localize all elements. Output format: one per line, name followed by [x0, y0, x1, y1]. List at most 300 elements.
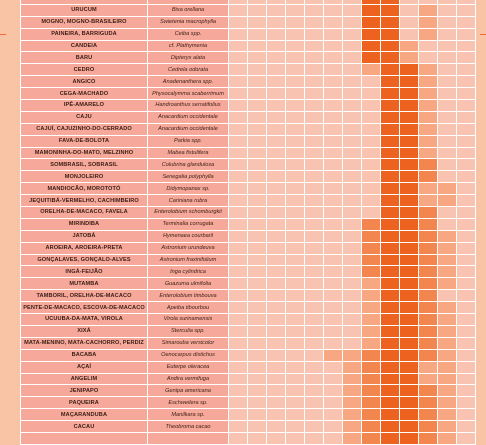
calendar-cell: [229, 397, 248, 409]
calendar-cell: [229, 290, 248, 302]
calendar-cell: [286, 76, 305, 88]
calendar-cell: [343, 242, 362, 254]
calendar-cell: [400, 373, 419, 385]
calendar-cell: [305, 325, 324, 337]
calendar-cell: [419, 147, 438, 159]
calendar-cell: [324, 100, 343, 112]
crop-mark-right: [480, 34, 486, 35]
calendar-cell: [362, 135, 381, 147]
calendar-cell: [343, 195, 362, 207]
calendar-cell: [381, 207, 400, 219]
calendar-cell: [343, 230, 362, 242]
calendar-cell: [343, 88, 362, 100]
calendar-cell: [438, 28, 457, 40]
calendar-cell: [343, 52, 362, 64]
calendar-cell: [286, 397, 305, 409]
calendar-cell: [286, 123, 305, 135]
scientific-name-cell: Didymopanax sp.: [148, 183, 229, 195]
common-name-cell: AROEIRA, AROEIRA-PRETA: [21, 242, 148, 254]
common-name-cell: PAQUEIRA: [21, 397, 148, 409]
calendar-cell: [438, 147, 457, 159]
calendar-cell: [419, 314, 438, 326]
calendar-cell: [381, 278, 400, 290]
calendar-cell: [457, 242, 476, 254]
calendar-cell: [343, 432, 362, 444]
calendar-cell: [457, 373, 476, 385]
calendar-cell: [438, 207, 457, 219]
calendar-cell: [267, 123, 286, 135]
calendar-cell: [267, 183, 286, 195]
calendar-cell: [343, 76, 362, 88]
calendar-cell: [343, 218, 362, 230]
calendar-cell: [305, 28, 324, 40]
calendar-cell: [362, 242, 381, 254]
calendar-cell: [438, 135, 457, 147]
table-row: [21, 183, 476, 195]
calendar-cell: [381, 123, 400, 135]
calendar-cell: [324, 361, 343, 373]
calendar-cell: [343, 123, 362, 135]
calendar-cell: [438, 314, 457, 326]
calendar-cell: [248, 314, 267, 326]
scientific-name-cell: [148, 432, 229, 444]
calendar-cell: [248, 147, 267, 159]
calendar-cell: [400, 337, 419, 349]
calendar-cell: [419, 76, 438, 88]
calendar-cell: [343, 337, 362, 349]
calendar-cell: [324, 159, 343, 171]
calendar-cell: [343, 40, 362, 52]
calendar-cell: [305, 373, 324, 385]
calendar-cell: [267, 207, 286, 219]
calendar-cell: [343, 147, 362, 159]
scientific-name-cell: Oenocarpus distichus: [148, 349, 229, 361]
scientific-name-cell: Swietenia macrophylla: [148, 16, 229, 28]
calendar-cell: [324, 88, 343, 100]
calendar-cell: [286, 135, 305, 147]
calendar-cell: [419, 421, 438, 433]
calendar-cell: [248, 183, 267, 195]
calendar-cell: [305, 52, 324, 64]
calendar-cell: [248, 218, 267, 230]
calendar-cell: [400, 409, 419, 421]
calendar-cell: [419, 290, 438, 302]
calendar-cell: [286, 373, 305, 385]
calendar-cell: [457, 123, 476, 135]
scientific-name-cell: Anacardium occidentale: [148, 111, 229, 123]
calendar-cell: [400, 385, 419, 397]
calendar-cell: [438, 421, 457, 433]
calendar-cell: [400, 349, 419, 361]
calendar-cell: [362, 159, 381, 171]
calendar-cell: [362, 147, 381, 159]
calendar-cell: [324, 349, 343, 361]
calendar-cell: [305, 314, 324, 326]
calendar-cell: [419, 278, 438, 290]
calendar-cell: [419, 230, 438, 242]
calendar-cell: [362, 290, 381, 302]
calendar-cell: [267, 135, 286, 147]
calendar-cell: [419, 4, 438, 16]
calendar-cell: [362, 207, 381, 219]
calendar-cell: [286, 159, 305, 171]
scientific-name-cell: Senegalia polyphylla: [148, 171, 229, 183]
calendar-cell: [324, 432, 343, 444]
calendar-cell: [229, 207, 248, 219]
calendar-cell: [438, 159, 457, 171]
calendar-cell: [457, 64, 476, 76]
calendar-cell: [362, 4, 381, 16]
calendar-cell: [248, 52, 267, 64]
calendar-cell: [457, 111, 476, 123]
calendar-cell: [248, 266, 267, 278]
calendar-cell: [438, 325, 457, 337]
common-name-cell: MATA-MENINO, MATA-CACHORRO, PERDIZ: [21, 337, 148, 349]
calendar-cell: [419, 361, 438, 373]
calendar-cell: [229, 171, 248, 183]
calendar-cell: [419, 325, 438, 337]
calendar-cell: [457, 76, 476, 88]
calendar-cell: [229, 421, 248, 433]
calendar-cell: [324, 183, 343, 195]
calendar-cell: [381, 242, 400, 254]
calendar-cell: [438, 111, 457, 123]
calendar-cell: [381, 432, 400, 444]
calendar-cell: [362, 421, 381, 433]
calendar-cell: [324, 218, 343, 230]
calendar-cell: [438, 52, 457, 64]
calendar-cell: [457, 230, 476, 242]
calendar-cell: [305, 337, 324, 349]
common-name-cell: CEDRO: [21, 64, 148, 76]
calendar-cell: [286, 421, 305, 433]
table-row: [21, 290, 476, 302]
calendar-cell: [305, 4, 324, 16]
calendar-cell: [381, 147, 400, 159]
calendar-cell: [400, 242, 419, 254]
calendar-cell: [229, 16, 248, 28]
scientific-name-cell: Virola surinamensis: [148, 314, 229, 326]
calendar-cell: [419, 64, 438, 76]
scientific-name-cell: Mabea fistulifera: [148, 147, 229, 159]
calendar-cell: [305, 100, 324, 112]
calendar-cell: [343, 325, 362, 337]
calendar-cell: [419, 111, 438, 123]
calendar-cell: [267, 290, 286, 302]
calendar-cell: [419, 171, 438, 183]
calendar-cell: [457, 278, 476, 290]
table-row: [21, 171, 476, 183]
calendar-cell: [457, 254, 476, 266]
calendar-cell: [419, 337, 438, 349]
calendar-cell: [457, 171, 476, 183]
calendar-cell: [362, 171, 381, 183]
calendar-cell: [267, 16, 286, 28]
calendar-cell: [267, 171, 286, 183]
calendar-cell: [400, 64, 419, 76]
calendar-cell: [248, 325, 267, 337]
common-name-cell: GONÇALAVES, GONÇALO-ALVES: [21, 254, 148, 266]
table-row: [21, 135, 476, 147]
calendar-cell: [248, 123, 267, 135]
calendar-cell: [248, 432, 267, 444]
calendar-cell: [305, 195, 324, 207]
calendar-cell: [305, 171, 324, 183]
calendar-cell: [381, 373, 400, 385]
calendar-cell: [248, 337, 267, 349]
calendar-cell: [381, 64, 400, 76]
common-name-cell: URUCUM: [21, 4, 148, 16]
calendar-cell: [343, 409, 362, 421]
calendar-cell: [438, 171, 457, 183]
calendar-cell: [248, 409, 267, 421]
calendar-cell: [305, 397, 324, 409]
calendar-cell: [305, 278, 324, 290]
calendar-cell: [438, 409, 457, 421]
calendar-cell: [248, 76, 267, 88]
table-row: [21, 111, 476, 123]
scientific-name-cell: Bixa orellana: [148, 4, 229, 16]
calendar-cell: [286, 4, 305, 16]
calendar-cell: [438, 218, 457, 230]
calendar-cell: [305, 254, 324, 266]
calendar-cell: [248, 397, 267, 409]
calendar-cell: [324, 421, 343, 433]
scientific-name-cell: cf. Plathymenia: [148, 40, 229, 52]
calendar-cell: [400, 183, 419, 195]
common-name-cell: UCUUBA-DA-MATA, VIROLA: [21, 314, 148, 326]
table-body: [21, 0, 476, 444]
calendar-cell: [324, 290, 343, 302]
calendar-cell: [457, 195, 476, 207]
calendar-cell: [343, 421, 362, 433]
calendar-cell: [381, 361, 400, 373]
calendar-cell: [343, 28, 362, 40]
calendar-cell: [343, 4, 362, 16]
calendar-cell: [419, 195, 438, 207]
calendar-cell: [419, 183, 438, 195]
calendar-cell: [362, 325, 381, 337]
calendar-cell: [381, 40, 400, 52]
calendar-cell: [229, 64, 248, 76]
calendar-cell: [248, 111, 267, 123]
calendar-cell: [324, 123, 343, 135]
calendar-cell: [324, 397, 343, 409]
calendar-cell: [343, 266, 362, 278]
calendar-cell: [438, 76, 457, 88]
scientific-name-cell: Astronium fraxinifolium: [148, 254, 229, 266]
calendar-cell: [305, 385, 324, 397]
table-row: [21, 4, 476, 16]
calendar-cell: [362, 397, 381, 409]
calendar-cell: [362, 337, 381, 349]
calendar-cell: [286, 385, 305, 397]
calendar-cell: [362, 278, 381, 290]
calendar-cell: [286, 432, 305, 444]
calendar-cell: [229, 147, 248, 159]
common-name-cell: BARU: [21, 52, 148, 64]
calendar-cell: [362, 64, 381, 76]
calendar-cell: [419, 52, 438, 64]
scientific-name-cell: Guazuma ulmifolia: [148, 278, 229, 290]
calendar-cell: [343, 207, 362, 219]
calendar-cell: [324, 40, 343, 52]
common-name-cell: PENTE-DE-MACACO, ESCOVA-DE-MACACO: [21, 302, 148, 314]
calendar-cell: [305, 421, 324, 433]
common-name-cell: CEGA-MACHADO: [21, 88, 148, 100]
calendar-cell: [229, 242, 248, 254]
calendar-cell: [267, 349, 286, 361]
calendar-cell: [381, 52, 400, 64]
calendar-cell: [381, 337, 400, 349]
calendar-cell: [400, 278, 419, 290]
calendar-cell: [286, 314, 305, 326]
table-row: [21, 52, 476, 64]
calendar-cell: [305, 123, 324, 135]
calendar-cell: [419, 385, 438, 397]
table-row: [21, 16, 476, 28]
calendar-cell: [248, 361, 267, 373]
calendar-cell: [381, 230, 400, 242]
table-row: [21, 409, 476, 421]
calendar-cell: [419, 16, 438, 28]
calendar-cell: [362, 373, 381, 385]
calendar-cell: [343, 135, 362, 147]
calendar-cell: [324, 135, 343, 147]
common-name-cell: MAMONINHA-DO-MATO, MELZINHO: [21, 147, 148, 159]
calendar-cell: [229, 432, 248, 444]
calendar-cell: [324, 111, 343, 123]
crop-mark-left: [0, 34, 6, 35]
calendar-cell: [324, 314, 343, 326]
calendar-cell: [419, 207, 438, 219]
calendar-cell: [267, 266, 286, 278]
calendar-cell: [419, 135, 438, 147]
calendar-cell: [248, 207, 267, 219]
calendar-cell: [381, 100, 400, 112]
scientific-name-cell: Genipa americana: [148, 385, 229, 397]
scientific-name-cell: Simarouba versicolor: [148, 337, 229, 349]
calendar-cell: [248, 40, 267, 52]
calendar-cell: [419, 100, 438, 112]
calendar-cell: [305, 266, 324, 278]
calendar-cell: [324, 337, 343, 349]
calendar-cell: [286, 325, 305, 337]
calendar-cell: [457, 100, 476, 112]
calendar-cell: [324, 302, 343, 314]
common-name-cell: FAVA-DE-BOLOTA: [21, 135, 148, 147]
table-row: [21, 278, 476, 290]
calendar-cell: [438, 16, 457, 28]
table-row: [21, 242, 476, 254]
calendar-cell: [419, 373, 438, 385]
scientific-name-cell: Cedrela odorata: [148, 64, 229, 76]
calendar-cell: [419, 123, 438, 135]
calendar-cell: [362, 183, 381, 195]
table-row: [21, 397, 476, 409]
scientific-name-cell: Inga cylindrica: [148, 266, 229, 278]
common-name-cell: SOMBRASIL, SOBRASIL: [21, 159, 148, 171]
calendar-cell: [381, 397, 400, 409]
calendar-cell: [305, 40, 324, 52]
calendar-cell: [381, 218, 400, 230]
calendar-cell: [438, 242, 457, 254]
calendar-cell: [305, 242, 324, 254]
calendar-cell: [400, 76, 419, 88]
scientific-name-cell: Apeiba tibourbou: [148, 302, 229, 314]
calendar-cell: [343, 100, 362, 112]
table-row: [21, 88, 476, 100]
calendar-cell: [229, 4, 248, 16]
calendar-cell: [343, 278, 362, 290]
table-row: [21, 325, 476, 337]
calendar-cell: [343, 16, 362, 28]
common-name-cell: CAJU: [21, 111, 148, 123]
calendar-cell: [400, 302, 419, 314]
calendar-cell: [457, 325, 476, 337]
calendar-cell: [438, 397, 457, 409]
calendar-cell: [286, 278, 305, 290]
calendar-cell: [362, 218, 381, 230]
calendar-cell: [324, 76, 343, 88]
common-name-cell: JATOBÁ: [21, 230, 148, 242]
calendar-cell: [457, 183, 476, 195]
calendar-cell: [267, 314, 286, 326]
calendar-cell: [267, 278, 286, 290]
calendar-cell: [381, 254, 400, 266]
calendar-cell: [229, 302, 248, 314]
calendar-cell: [267, 385, 286, 397]
calendar-cell: [381, 314, 400, 326]
calendar-cell: [229, 314, 248, 326]
calendar-cell: [229, 337, 248, 349]
calendar-cell: [248, 373, 267, 385]
calendar-cell: [438, 432, 457, 444]
calendar-cell: [324, 373, 343, 385]
calendar-cell: [305, 64, 324, 76]
calendar-cell: [362, 88, 381, 100]
scientific-name-cell: Ceiba spp.: [148, 28, 229, 40]
calendar-cell: [381, 16, 400, 28]
scientific-name-cell: Terminalia corrugata: [148, 218, 229, 230]
scientific-name-cell: Euterpe oleracea: [148, 361, 229, 373]
calendar-cell: [286, 337, 305, 349]
scientific-name-cell: Parkia spp.: [148, 135, 229, 147]
common-name-cell: ANGELIM: [21, 373, 148, 385]
calendar-cell: [457, 397, 476, 409]
calendar-cell: [419, 302, 438, 314]
calendar-cell: [362, 230, 381, 242]
calendar-cell: [248, 195, 267, 207]
calendar-cell: [305, 302, 324, 314]
calendar-cell: [438, 230, 457, 242]
scientific-name-cell: Handroanthus serratifolius: [148, 100, 229, 112]
calendar-cell: [419, 88, 438, 100]
calendar-cell: [305, 16, 324, 28]
calendar-cell: [343, 183, 362, 195]
table-row: [21, 195, 476, 207]
calendar-cell: [362, 111, 381, 123]
calendar-cell: [457, 147, 476, 159]
calendar-cell: [457, 4, 476, 16]
table-row: [21, 373, 476, 385]
calendar-cell: [400, 135, 419, 147]
calendar-cell: [267, 302, 286, 314]
calendar-cell: [362, 302, 381, 314]
calendar-cell: [457, 432, 476, 444]
scientific-name-cell: Hymenaea courbaril: [148, 230, 229, 242]
calendar-cell: [381, 159, 400, 171]
